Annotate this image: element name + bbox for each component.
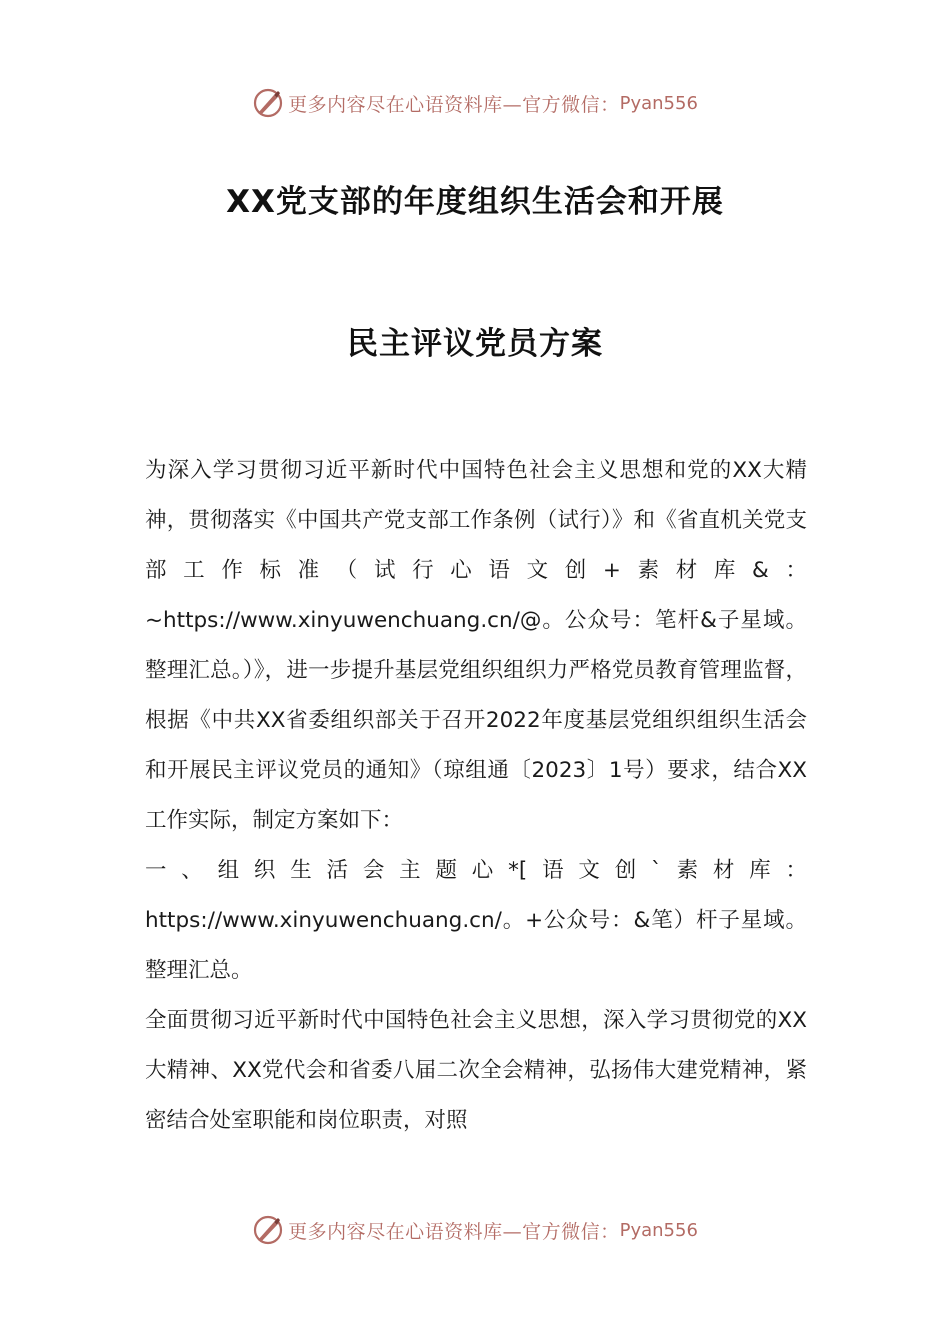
footer-banner-contact: Pyan556 (619, 1219, 698, 1241)
footer-banner-text: 更多内容尽在心语资料库—官方微信： (288, 1220, 620, 1243)
header-banner (0, 83, 950, 123)
document-title-line1: XX党支部的年度组织生活会和开展 (226, 184, 724, 220)
document-title-line2: 民主评议党员方案 (347, 326, 603, 362)
footer-banner (0, 1210, 950, 1250)
header-banner-text: 更多内容尽在心语资料库—官方微信： (288, 93, 620, 116)
pen-circle-logo-icon (252, 87, 284, 119)
pen-circle-logo-icon (252, 1214, 284, 1246)
document-body (145, 446, 807, 1146)
body-paragraph-content: 全面贯彻习近平新时代中国特色社会主义思想，深入学习贯彻党的XX大精神、XX党代会和省委八届二次全会精神，弘扬伟大建党精神，紧密结合处室职能和岗位职责，对照 (145, 1008, 807, 1133)
header-banner-contact: Pyan556 (619, 92, 698, 114)
body-paragraph-intro: 为深入学习贯彻习近平新时代中国特色社会主义思想和党的XX大精神，贯彻落实《中国共产党支部工作条例（试行）》和《省直机关党支部工作标准（试行心语文创+素材库&：~https://www.xinyuwenchuang.cn/@。公众号：笔杆&子星域。整理汇总。）》，进一步提升基层党组织组织力严格党员教育管理监督，根据《中共XX省委组织部关于召开2022年度基层党组织组织生活会和开展民主评议党员的通知》（琼组通〔2023〕1号）要求，结合XX工作实际，制定方案如下： (145, 458, 807, 833)
body-paragraph-section-heading: 一、组织生活会主题心*[语文创`素材库：https://www.xinyuwenchuang.cn/。+公众号：&笔）杆子星域。整理汇总。 (145, 858, 807, 983)
